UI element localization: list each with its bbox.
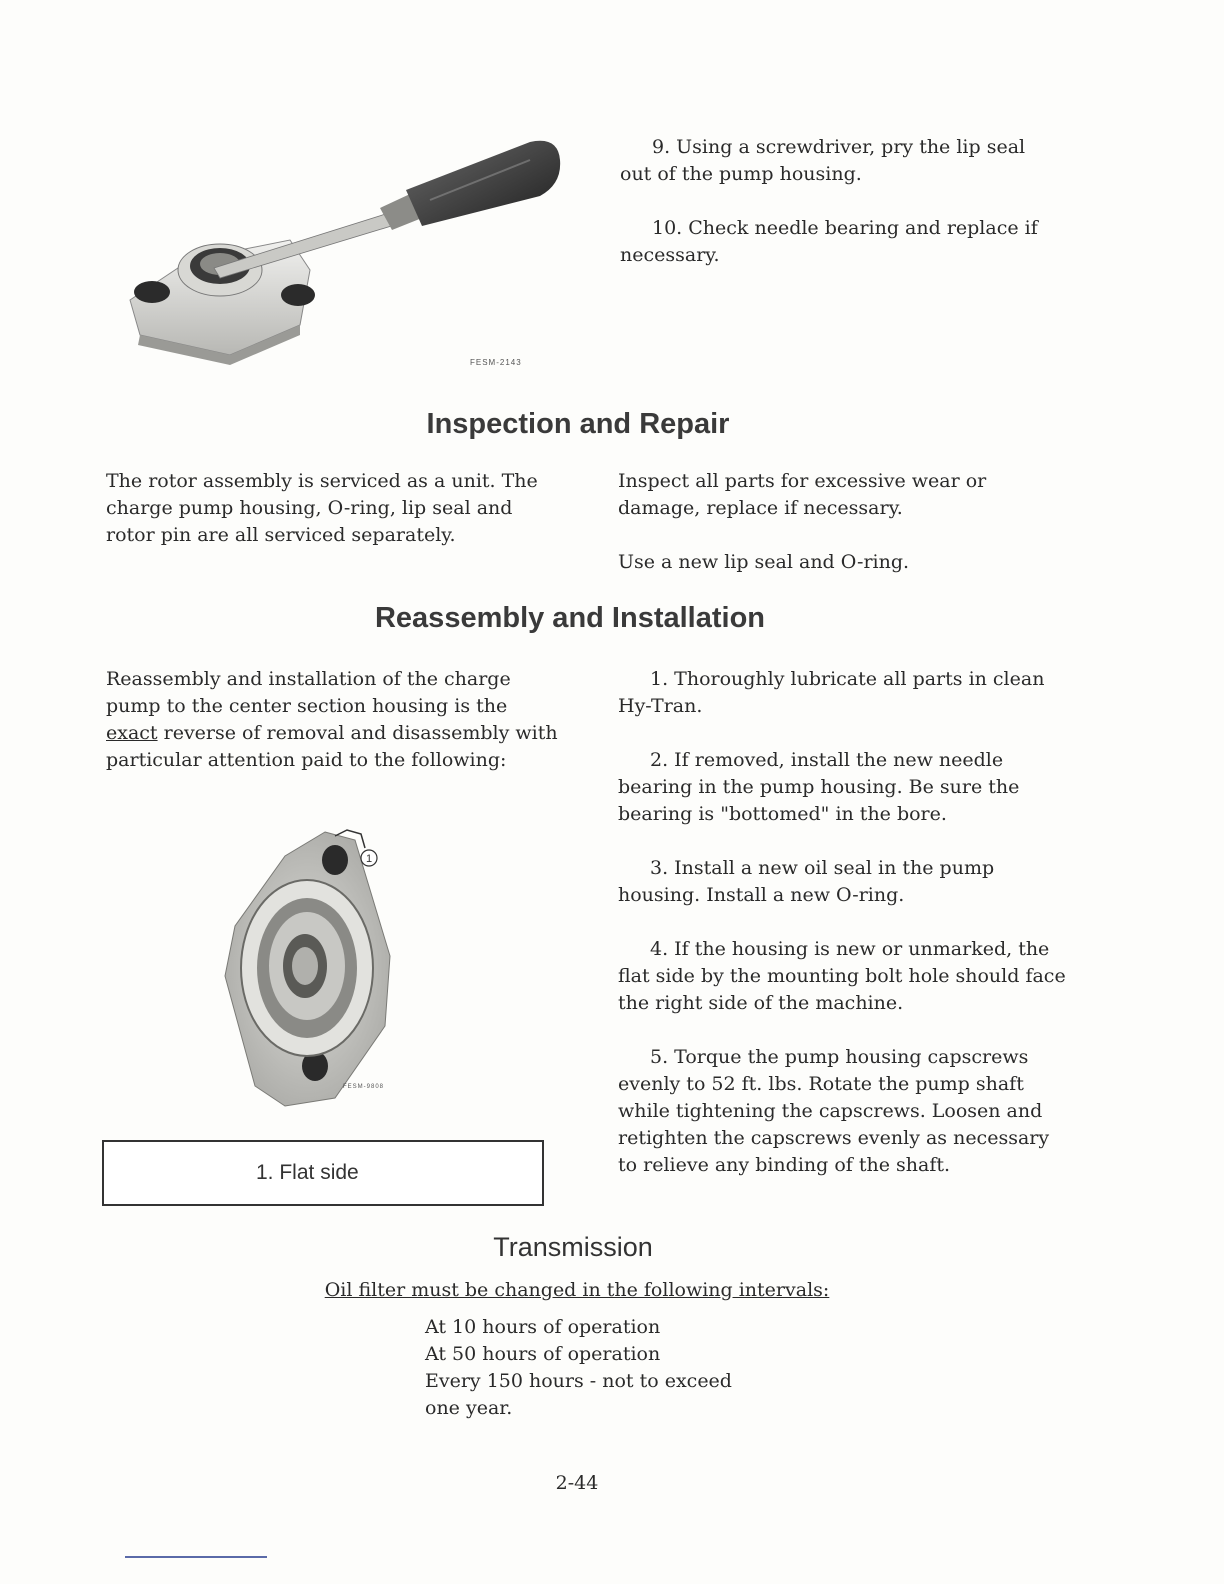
list-item: At 10 hours of operation: [425, 1316, 661, 1338]
removal-steps: [620, 134, 1060, 269]
intro-text-after: reverse of removal and disassembly with particular attention paid to the following:: [106, 722, 558, 771]
oil-filter-note: Oil filter must be changed in the following intervals:: [324, 1279, 830, 1301]
intro-emphasis: exact: [106, 722, 158, 744]
list-item: Every 150 hours - not to exceed: [425, 1370, 732, 1392]
inspection-right-paragraph-1: Inspect all parts for excessive wear or damage, replace if necessary.: [618, 470, 987, 519]
page-number: 2-44: [555, 1472, 599, 1494]
figure-screwdriver: [110, 130, 570, 380]
step-4: 4. If the housing is new or unmarked, the flat side by the mounting bolt hole should face the right side of the machine.: [618, 938, 1066, 1014]
intro-text-before: Reassembly and installation of the charge pump to the center section housing is the: [106, 668, 511, 717]
reassembly-intro: [106, 666, 561, 774]
reassembly-steps: [618, 666, 1068, 1179]
charge-pump-housing-illustration-icon: [215, 826, 405, 1111]
figure-caption: FESM-9808: [343, 1084, 385, 1090]
step-1: 1. Thoroughly lubricate all parts in clean Hy-Tran.: [618, 668, 1045, 717]
inspection-heading: Inspection and Repair: [426, 408, 730, 440]
inspection-right-text: [618, 468, 1058, 576]
list-item: one year.: [425, 1397, 513, 1419]
callout-number: 1: [365, 853, 373, 865]
step-9: 9. Using a screwdriver, pry the lip seal out of the pump housing.: [620, 136, 1026, 185]
inspection-left-paragraph: The rotor assembly is serviced as a unit. The charge pump housing, O-ring, lip seal and rotor pin are all serviced separately.: [106, 470, 538, 546]
interval-list: [425, 1314, 845, 1422]
reassembly-heading: Reassembly and Installation: [374, 602, 765, 634]
step-10: 10. Check needle bearing and replace if necessary.: [620, 217, 1038, 266]
figure-caption: FESM-2143: [470, 358, 522, 367]
step-3: 3. Install a new oil seal in the pump housing. Install a new O-ring.: [618, 857, 995, 906]
footer-rule: [125, 1556, 267, 1558]
transmission-heading: Transmission: [493, 1232, 653, 1262]
inspection-left-text: [106, 468, 556, 549]
inspection-right-paragraph-2: Use a new lip seal and O-ring.: [618, 551, 910, 573]
reassembly-intro-paragraph: [106, 666, 561, 774]
step-5: 5. Torque the pump housing capscrews evenly to 52 ft. lbs. Rotate the pump shaft while tightening the capscrews. Loosen and retighten the capscrews evenly as necessary to relieve any binding of the shaft.: [618, 1046, 1050, 1176]
figure-pump-housing: [215, 826, 405, 1111]
screwdriver-pump-housing-illustration-icon: [110, 130, 570, 380]
step-2: 2. If removed, install the new needle bearing in the pump housing. Be sure the bearing is "bottomed" in the bore.: [618, 749, 1020, 825]
transmission-subheading: [0, 1277, 1154, 1304]
figure-legend: [102, 1140, 544, 1206]
list-item: At 50 hours of operation: [425, 1343, 661, 1365]
legend-flat-side: 1. Flat side: [256, 1161, 359, 1184]
